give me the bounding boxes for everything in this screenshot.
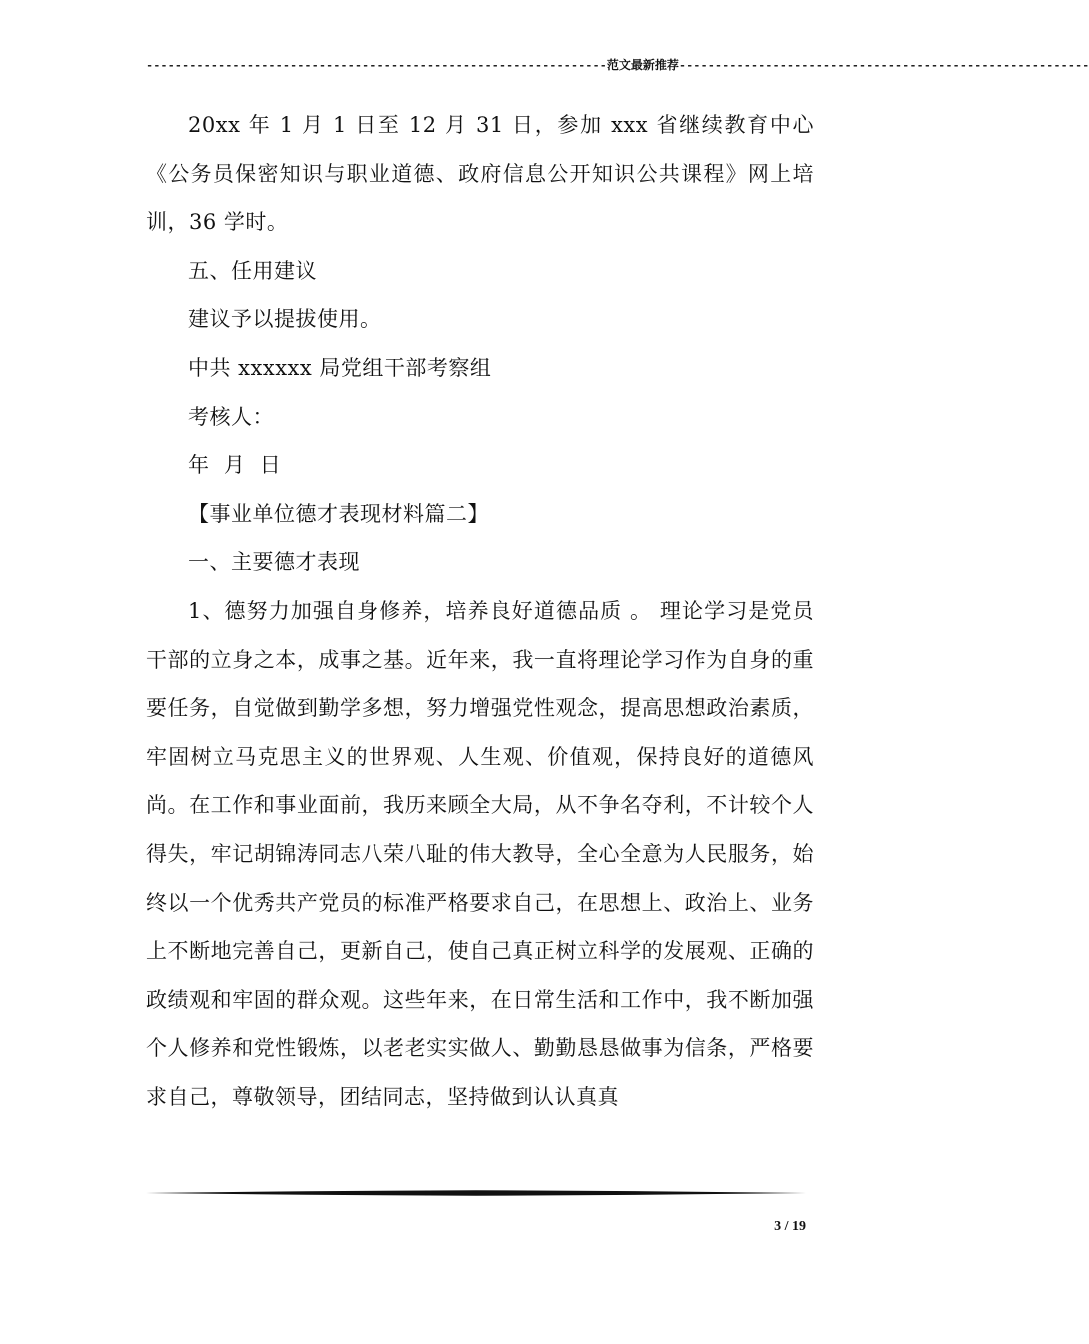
page-current: 3 — [774, 1219, 782, 1234]
suggestion-text: 建议予以提拔使用。 — [188, 307, 382, 332]
header-right-rule: --------------------------------------------------------- — [678, 59, 1089, 73]
header-label: 范文最新推荐 — [606, 59, 679, 73]
moral-performance-paragraph: 1、德努力加强自身修养，培养良好道德品质 。 理论学习是党员干部的立身之本，成事之基。近年来，我一直将理论学习作为自身的重要任务，自觉做到勤学多想，努力增强党性观念，提高思想政治素质，牢固树立马克思主义的世界观、人生观、价值观，保持良好的道德风尚。在工作和事业面前，我历来顾全大局，从不争名夺利，不计较个人得失，牢记胡锦涛同志八荣八耻的伟大教导，全心全意为人民服务，始终以一个优秀共产党员的标准严格要求自己，在思想上、政治上、业务上不断地完善自己，更新自己，使自己真正树立科学的发展观、正确的政绩观和牢固的群众观。这些年来，在日常生活和工作中，我不断加强个人修养和党性锻炼，以老老实实做人、勤勤恳恳做事为信条，严格要求自己，尊敬领导，团结同志，坚持做到认认真真 — [146, 598, 814, 1109]
date-placeholder: 年 月 日 — [188, 453, 282, 478]
article-title: 【事业单位德才表现材料篇二】 — [188, 501, 489, 526]
section-heading-main-performance: 一、主要德才表现 — [188, 550, 360, 575]
inspection-group-name: 中共 xxxxxx 局党组干部考察组 — [188, 355, 492, 380]
footer-rule — [146, 1188, 806, 1198]
assessor-label: 考核人： — [188, 404, 274, 429]
training-record-paragraph: 20xx 年 1 月 1 日至 12 月 31 日，参加 xxx 省继续教育中心《公务员保密知识与职业道德、政府信息公开知识公共课程》网上培训，36 学时。 — [146, 113, 814, 235]
section-heading-appointment-suggestion: 五、任用建议 — [188, 258, 317, 283]
header-left-rule: ---------------------------------------------------------------- — [146, 59, 607, 73]
document-body — [146, 101, 814, 1121]
page-total: 19 — [792, 1219, 806, 1234]
page-header — [146, 58, 1089, 74]
page-number — [700, 1219, 806, 1235]
page-separator: / — [781, 1219, 792, 1234]
